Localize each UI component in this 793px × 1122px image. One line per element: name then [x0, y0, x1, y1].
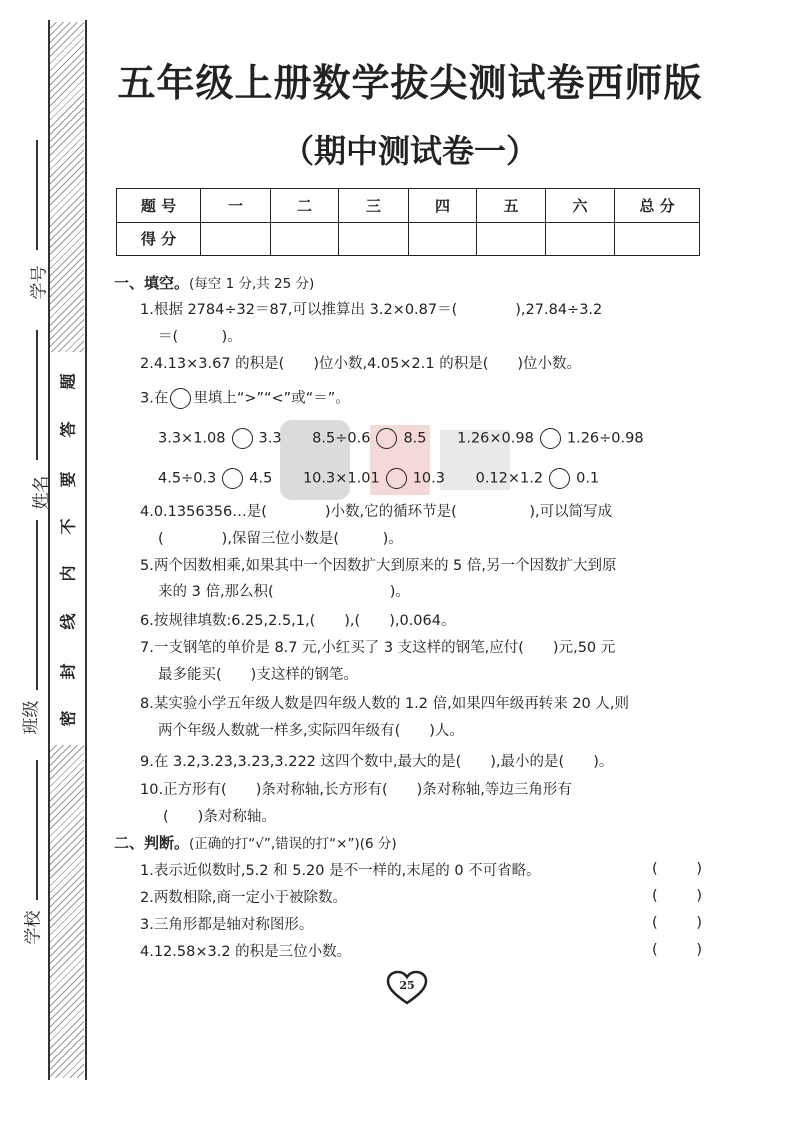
header-cell: 二 — [271, 189, 339, 223]
question-10: 10.正方形有( )条对称轴,长方形有( )条对称轴,等边三角形有 — [140, 782, 572, 798]
header-cell: 四 — [409, 189, 477, 223]
label-class: 班级 — [21, 700, 42, 735]
header-cell: 五 — [477, 189, 546, 223]
score-table — [116, 188, 700, 256]
page-number: 25 — [399, 979, 415, 992]
compare-circle[interactable] — [549, 468, 570, 489]
question-10-cont: ( )条对称轴。 — [163, 809, 276, 825]
section-2-heading: 二、判断。(正确的打“√”,错误的打“×”)(6 分) — [114, 834, 397, 852]
answer-blank[interactable]: ( ) — [652, 915, 702, 931]
question-6: 6.按规律填数:6.25,2.5,1,( ),( ),0.064。 — [140, 613, 456, 629]
page-title: 五年级上册数学拔尖测试卷西师版 — [117, 61, 703, 105]
hatch-bottom — [50, 745, 84, 1078]
seal-char: 内 — [58, 565, 78, 582]
score-cell[interactable] — [201, 222, 271, 256]
circle-icon — [170, 388, 191, 409]
question-8: 8.某实验小学五年级人数是四年级人数的 1.2 倍,如果四年级再转来 20 人,则 — [140, 696, 629, 712]
compare-row: 4.5÷0.3 4.5 10.3×1.01 10.3 0.12×1.2 0.1 — [158, 468, 625, 489]
class-line[interactable] — [36, 520, 38, 690]
seal-char: 答 — [58, 421, 78, 438]
seal-char: 线 — [58, 613, 78, 630]
question-1: 1.根据 2784÷32＝87,可以推算出 3.2×0.87＝( ),27.84÷3.2 — [140, 302, 603, 318]
name-line[interactable] — [36, 330, 38, 460]
score-cell[interactable] — [339, 222, 409, 256]
compare-circle[interactable] — [386, 468, 407, 489]
header-cell: 一 — [201, 189, 271, 223]
score-cell[interactable] — [271, 222, 339, 256]
score-row — [117, 222, 700, 256]
compare-circle[interactable] — [540, 428, 561, 449]
label-school: 学校 — [23, 910, 44, 945]
answer-blank[interactable]: ( ) — [652, 942, 702, 958]
header-cell: 六 — [546, 189, 615, 223]
compare-circle[interactable] — [222, 468, 243, 489]
header-cell: 三 — [339, 189, 409, 223]
page-number-badge — [386, 970, 428, 1006]
question-5: 5.两个因数相乘,如果其中一个因数扩大到原来的 5 倍,另一个因数扩大到原 — [140, 558, 617, 574]
seal-char: 密 — [58, 710, 78, 727]
score-cell[interactable] — [477, 222, 546, 256]
compare-circle[interactable] — [376, 428, 397, 449]
judge-item: 2.两数相除,商一定小于被除数。 — [140, 890, 347, 906]
header-cell: 题 号 — [117, 189, 201, 223]
score-cell[interactable] — [546, 222, 615, 256]
question-5-cont: 来的 3 倍,那么积( )。 — [158, 584, 410, 600]
page-subtitle: （期中测试卷一） — [281, 132, 538, 170]
judge-item: 3.三角形都是轴对称图形。 — [140, 917, 314, 933]
question-7-cont: 最多能买( )支这样的钢笔。 — [158, 667, 358, 683]
question-4-cont: ( ),保留三位小数是( )。 — [158, 531, 403, 547]
margin-line-right — [85, 20, 87, 1080]
label-name: 姓名 — [31, 475, 52, 510]
school-line[interactable] — [36, 760, 38, 900]
score-cell[interactable] — [409, 222, 477, 256]
compare-row: 3.3×1.08 3.3 8.5÷0.6 8.5 1.26×0.98 1.26÷0.98 — [158, 428, 670, 449]
section-1-heading: 一、填空。(每空 1 分,共 25 分) — [114, 274, 315, 292]
answer-blank[interactable]: ( ) — [652, 861, 702, 877]
header-cell: 总 分 — [615, 189, 700, 223]
question-7: 7.一支钢笔的单价是 8.7 元,小红买了 3 支这样的钢笔,应付( )元,50 元 — [140, 640, 616, 656]
label-student-id: 学号 — [29, 265, 50, 300]
score-table-header — [117, 189, 700, 223]
compare-circle[interactable] — [232, 428, 253, 449]
question-2: 2.4.13×3.67 的积是( )位小数,4.05×2.1 的积是( )位小数。 — [140, 356, 582, 372]
score-cell[interactable] — [615, 222, 700, 256]
question-1-cont: ＝( )。 — [158, 329, 242, 345]
seal-char: 不 — [58, 518, 78, 535]
row-label: 得 分 — [117, 222, 201, 256]
seal-char: 题 — [58, 373, 78, 390]
seal-char: 要 — [58, 471, 78, 488]
seal-char: 封 — [58, 663, 78, 680]
question-9: 9.在 3.2,3.2̇3̇,3.23̇,3.222 这四个数中,最大的是( ),最小的是( )。 — [140, 754, 614, 770]
question-4: 4.0.1356356…是( )小数,它的循环节是( ),可以简写成 — [140, 504, 613, 520]
judge-item: 1.表示近似数时,5.2 和 5.20 是不一样的,末尾的 0 不可省略。 — [140, 863, 541, 879]
answer-blank[interactable]: ( ) — [652, 888, 702, 904]
judge-item: 4.12.58×3.2 的积是三位小数。 — [140, 944, 352, 960]
question-8-cont: 两个年级人数就一样多,实际四年级有( )人。 — [158, 723, 464, 739]
question-3: 3.在 里填上“>”“<”或“＝”。 — [140, 388, 350, 409]
